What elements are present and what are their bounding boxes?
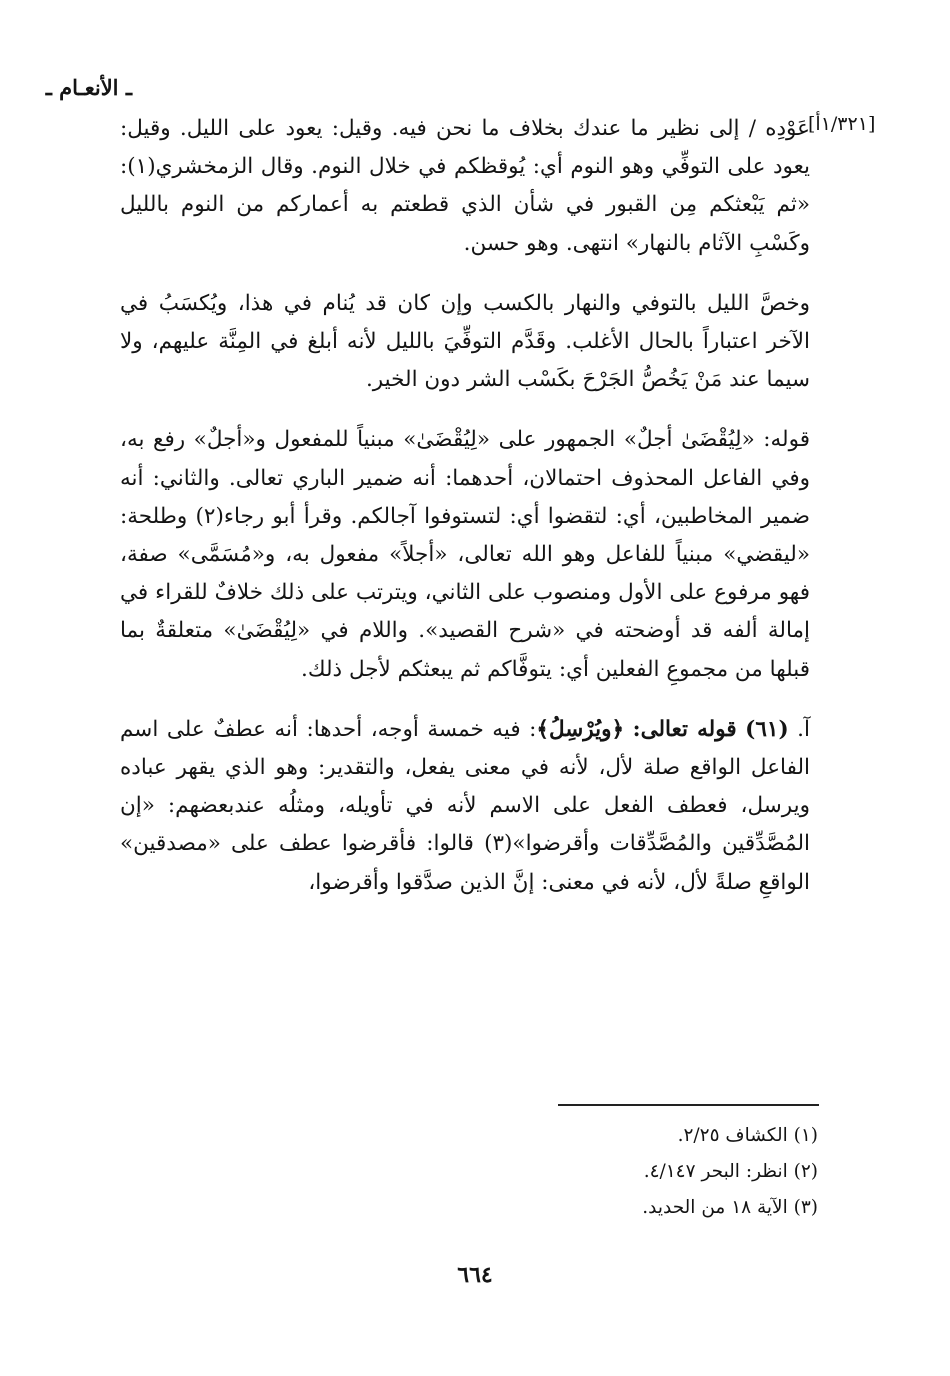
page-number: ٦٦٤: [457, 1262, 493, 1288]
main-text: [120, 110, 810, 902]
verse-prefix: آ.: [788, 716, 810, 742]
verse-number: (٦١): [745, 716, 789, 742]
verse-label: قوله تعالى:: [632, 716, 737, 742]
footnote-1: (١) الكشاف ٢/٢٥.: [677, 1125, 818, 1146]
footnotes: [318, 1118, 818, 1226]
paragraph-3: قوله: «لِيُقْضَىٰ أجلٌ» الجمهور على «لِيُقْضَىٰ» مبنياً للمفعول و«أجلٌ» رفع به، وفي الفاعل المحذوف احتمالان، أحدهما: أنه ضمير الباري تعالى. والثاني: أنه ضمير المخاطبين، أي: لتقضوا أي: لتستوفوا آجالكم. وقرأ أبو رجاء(٢) وطلحة: «ليقضي» مبنياً للفاعل وهو الله تعالى، «أجلاً» مفعول به، و«مُسَمَّى» صفة، فهو مرفوع على الأول ومنصوب على الثاني، ويترتب على ذلك خلافٌ للقراء في إمالة ألفه قد أوضحته في «شرح القصيد». واللام في «لِيُقْضَىٰ» متعلقةٌ بما قبلها من مجموعِ الفعلين أي: يتوفَّاكم ثم يبعثكم لأجل ذلك.: [120, 427, 810, 682]
footnote-3: (٣) الآية ١٨ من الحديد.: [642, 1197, 818, 1218]
paragraph-4-text: : فيه خمسة أوجه، أحدها: أنه عطفٌ على اسم الفاعل الواقع صلة لأل، لأنه في معنى يفعل، والتقدير: وهو الذي يقهر عباده ويرسل، فعطف الفعل على الاسم لأنه في تأويله، ومثلُه عندبعضهم: «إن المُصَّدِّقين والمُصَّدِّقات وأقرضوا»(٣) قالوا: فأقرضوا عطف على «مصدقين» الواقعِ صلةً لأل، لأنه في معنى: إنَّ الذين صدَّقوا وأقرضوا،: [120, 716, 810, 895]
footnote-2: (٢) انظر: البحر ٤/١٤٧.: [643, 1161, 818, 1182]
running-header: ـ الأنعـام ـ: [45, 75, 132, 100]
paragraph-4: [120, 711, 810, 902]
paragraph-1: عَوْدِه / إلى نظير ما عندك بخلاف ما نحن فيه. وقيل: يعود على الليل. وقيل: يعود على التوفِّي وهو النوم أي: يُوقظكم في خلال النوم. وقال الزمخشري(١): «ثم يَبْعثكم مِن القبور في شأن الذي قطعتم به أعماركم من النوم بالليل وكَسْبِ الآثام بالنهار» انتهى. وهو حسن.: [120, 116, 810, 256]
verse-quote: ﴿ويُرْسِلُ﴾: [536, 716, 625, 742]
paragraph-2: وخصَّ الليل بالتوفي والنهار بالكسب وإن كان قد يُنام في هذا، ويُكسَبُ في الآخر اعتباراً بالحال الأغلب. وقَدَّم التوفِّيَ بالليل لأنه أبلغ في المِنَّة عليهم، ولا سيما عند مَنْ يَخُصُّ الجَرْحَ بكَسْب الشر دون الخير.: [120, 290, 810, 393]
manuscript-folio-reference: [١/٣٢١أ]: [808, 113, 876, 135]
footnote-divider: [558, 1104, 819, 1106]
